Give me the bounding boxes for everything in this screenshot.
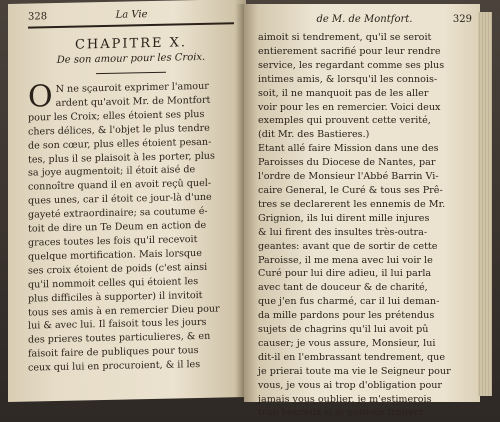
subtitle-rule — [96, 72, 166, 74]
chapter-title: CHAPITRE X. — [74, 35, 188, 53]
text-line: faisoit faire de publiques pour tous — [28, 345, 199, 360]
text-line: aimoit si tendrement, qu'il se seroit — [258, 32, 432, 43]
text-line: que j'en fus charmé, car il lui deman- — [258, 296, 440, 308]
text-line: ardent qu'avoit Mr. de Montfort — [55, 94, 211, 109]
text-line: des prieres toutes particulieres, & en — [28, 331, 211, 346]
drop-cap: O — [28, 79, 53, 115]
left-body-text — [28, 79, 234, 375]
text-line: graces toutes les fois qu'il recevoit — [28, 234, 198, 249]
text-line: pour les Croix; elles étoient ses plus — [28, 108, 205, 124]
text-line: & lui firent des insultes très-outra- — [258, 226, 428, 238]
open-book — [8, 4, 492, 419]
text-line: vous, je vous ai trop d'obligation pour — [258, 379, 442, 391]
text-line: ses croix étoient de poids (c'est ainsi — [28, 261, 208, 277]
text-line: da mille pardons pour les prétendus — [258, 310, 435, 322]
text-line: toit de dire un Te Deum en action de — [28, 219, 207, 235]
header-rule — [28, 22, 234, 28]
text-line: jamais vous oublier, je m'estimerois — [258, 393, 432, 405]
text-line: plus difficiles à supporter) il invitoit — [28, 289, 203, 305]
left-running-head — [28, 7, 234, 22]
text-line: tous ses amis à en remercier Dieu pour — [28, 303, 220, 319]
text-line: geantes: avant que de sortir de cette — [258, 240, 438, 252]
text-line: tres se declarerent les ennemis de Mr. — [258, 198, 446, 210]
text-line: trop heureux si je pouvois trouver — [258, 407, 424, 419]
text-line: voir pour les en remercier. Voici deux — [258, 101, 441, 113]
text-line: Paroisse, il me mena avec lui voir le — [258, 254, 433, 266]
text-line: tes, plus il se plaisoit à les porter, plus — [28, 150, 215, 166]
text-line: de son cœur, plus elles étoient pesan- — [28, 136, 212, 152]
text-line: intimes amis, & lorsqu'il les connois- — [258, 73, 438, 85]
text-line: (dit Mr. des Bastieres.) — [258, 129, 370, 141]
text-line: l'ordre de Monsieur l'Abbé Barrin Vi- — [258, 171, 439, 183]
chapter-subtitle: De son amour pour les Croix. — [56, 51, 206, 66]
text-line: qu'il nommoit celles qui étoient les — [28, 275, 199, 291]
page-edges — [478, 12, 492, 396]
text-line: service, les regardant comme ses plus — [258, 59, 445, 71]
right-running-title: de M. de Montfort. — [316, 14, 413, 25]
text-line: je prierai toute ma vie le Seigneur pour — [258, 365, 451, 377]
text-line: gayeté extraordinaire; sa coutume é- — [28, 205, 208, 221]
text-line: lui & avec lui. Il faisoit tous les jours — [28, 317, 207, 332]
left-page-number: 328 — [28, 11, 48, 23]
text-line: entierement sacrifié pour leur rendre — [258, 45, 441, 57]
text-line: ques unes, car il étoit ce jour-là d'une — [28, 191, 212, 207]
text-line: sa joye augmentoit; il étoit aisé de — [28, 164, 196, 180]
right-page — [244, 4, 480, 419]
text-line: quelque mortification. Mais lorsque — [28, 247, 202, 263]
text-line: dit-il en l'embrassant tendrement, que — [258, 351, 445, 363]
text-line: sujets de chagrins qu'il lui avoit pû — [258, 324, 429, 336]
right-body-text — [258, 31, 472, 420]
text-line: Paroisses du Diocese de Nantes, par — [258, 157, 436, 169]
text-line: connoître quand il en avoit reçû quel- — [28, 178, 212, 193]
right-running-head — [258, 14, 472, 25]
text-line: soit, il ne manquoit pas de les aller — [258, 87, 429, 99]
text-line: exemples qui prouvent cette verité, — [258, 115, 431, 127]
right-page-number: 329 — [452, 14, 472, 25]
left-page — [8, 0, 246, 402]
text-line: causer; je vous assure, Monsieur, lui — [258, 337, 436, 349]
text-line: caire General, le Curé & tous ses Prê- — [258, 184, 443, 196]
text-line: N ne sçauroit exprimer l'amour — [55, 80, 209, 96]
text-line: ceux qui lui en procuroient, & il les — [28, 359, 201, 374]
text-line: chers délices, & l'objet le plus tendre — [28, 122, 210, 138]
left-running-title: La Vie — [115, 9, 148, 21]
text-line: avec tant de douceur & de charité, — [258, 282, 428, 294]
text-line: Curé pour lui dire adieu, il lui parla — [258, 268, 432, 280]
text-line: Etant allé faire Mission dans une des — [258, 143, 439, 155]
text-line: Grignion, ils lui dirent mille injures — [258, 212, 430, 224]
